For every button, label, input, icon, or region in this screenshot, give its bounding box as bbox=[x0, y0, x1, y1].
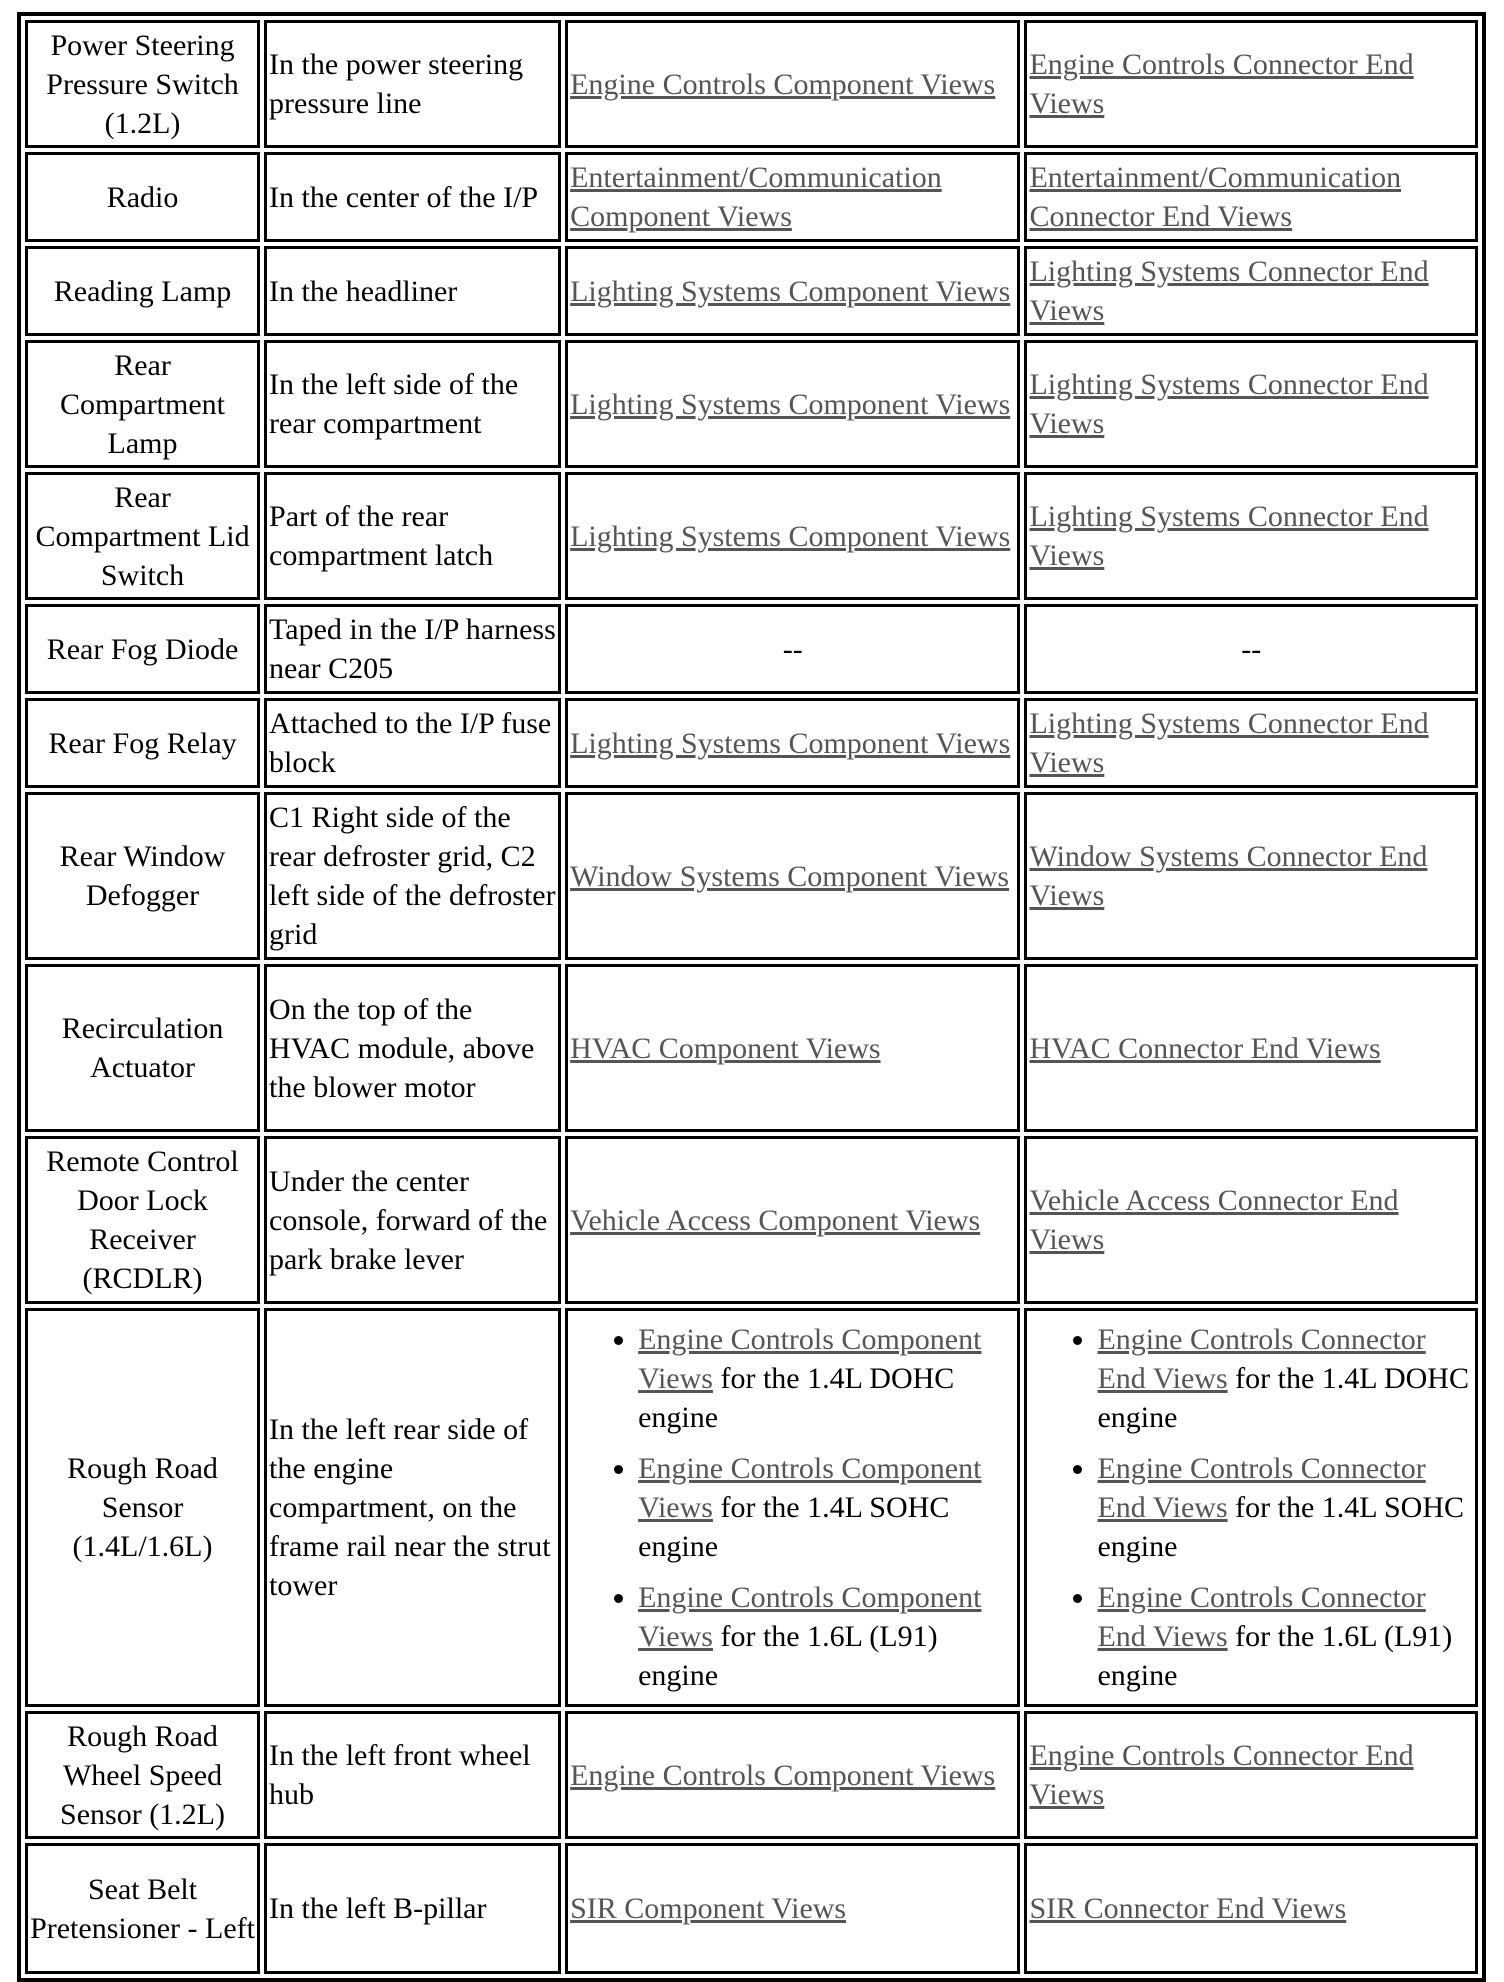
connector-link[interactable]: Engine Controls Connector End Views bbox=[1029, 1739, 1414, 1811]
connector-cell bbox=[1024, 1308, 1478, 1707]
location-text: Taped in the I/P harness near C205 bbox=[269, 613, 556, 685]
location-cell bbox=[264, 20, 561, 148]
location-text: In the left B-pillar bbox=[269, 1892, 487, 1925]
component-cell bbox=[565, 472, 1020, 600]
component-name-cell bbox=[25, 698, 260, 788]
connector-cell bbox=[1024, 340, 1478, 468]
component-link[interactable]: Lighting Systems Component Views bbox=[570, 726, 1011, 760]
component-name-cell bbox=[25, 1711, 260, 1839]
location-cell bbox=[264, 340, 561, 468]
list-item bbox=[638, 1320, 1015, 1437]
component-cell bbox=[565, 246, 1020, 336]
connector-cell bbox=[1024, 152, 1478, 242]
component-link[interactable]: Engine Controls Component Views bbox=[638, 1581, 982, 1653]
link-suffix: for the 1.4L SOHC engine bbox=[1097, 1491, 1464, 1563]
location-cell bbox=[264, 792, 561, 960]
location-text: In the left rear side of the engine compartment, on the frame rail near the strut tower bbox=[269, 1413, 551, 1602]
component-link[interactable]: Engine Controls Component Views bbox=[570, 67, 996, 101]
connector-link[interactable]: Lighting Systems Connector End Views bbox=[1029, 255, 1429, 327]
list-item bbox=[1097, 1320, 1473, 1437]
component-name-cell bbox=[25, 604, 260, 694]
component-link[interactable]: Lighting Systems Component Views bbox=[570, 274, 1011, 308]
connector-link[interactable]: Engine Controls Connector End Views bbox=[1097, 1581, 1426, 1653]
component-name: Rear Compartment Lid Switch bbox=[35, 480, 250, 592]
component-name: Rough Road Sensor (1.4L/1.6L) bbox=[67, 1452, 218, 1563]
location-text: On the top of the HVAC module, above the blower motor bbox=[269, 992, 535, 1104]
connector-cell bbox=[1024, 604, 1478, 694]
component-cell bbox=[565, 1308, 1020, 1707]
connector-link[interactable]: Lighting Systems Connector End Views bbox=[1029, 368, 1429, 440]
component-empty: -- bbox=[782, 632, 803, 666]
location-cell bbox=[264, 246, 561, 336]
table-row bbox=[25, 1711, 1478, 1839]
component-name: Recirculation Actuator bbox=[61, 1012, 224, 1084]
table-row bbox=[25, 246, 1478, 336]
component-name: Rear Window Defogger bbox=[59, 840, 226, 912]
table-body bbox=[25, 20, 1478, 1974]
connector-cell bbox=[1024, 792, 1478, 960]
component-link[interactable]: Lighting Systems Component Views bbox=[570, 519, 1011, 553]
connector-link[interactable]: HVAC Connector End Views bbox=[1029, 1031, 1381, 1065]
component-link[interactable]: Engine Controls Component Views bbox=[638, 1452, 982, 1524]
component-name-cell bbox=[25, 20, 260, 148]
component-name: Rough Road Wheel Speed Sensor (1.2L) bbox=[60, 1719, 226, 1831]
location-text: In the power steering pressure line bbox=[269, 48, 524, 120]
component-name: Rear Compartment Lamp bbox=[60, 348, 226, 460]
list-item bbox=[638, 1449, 1015, 1566]
component-name: Rear Fog Diode bbox=[46, 632, 239, 666]
component-name: Remote Control Door Lock Receiver (RCDLR) bbox=[46, 1145, 239, 1295]
component-cell bbox=[565, 792, 1020, 960]
location-cell bbox=[264, 698, 561, 788]
connector-link[interactable]: Engine Controls Connector End Views bbox=[1097, 1452, 1426, 1524]
location-cell bbox=[264, 1711, 561, 1839]
link-suffix: for the 1.4L DOHC engine bbox=[1097, 1362, 1469, 1434]
location-cell bbox=[264, 1136, 561, 1304]
connector-link[interactable]: Entertainment/Communication Connector End Views bbox=[1029, 161, 1402, 233]
link-suffix: for the 1.6L (L91) engine bbox=[1097, 1620, 1453, 1692]
connector-cell bbox=[1024, 964, 1478, 1132]
table-row bbox=[25, 20, 1478, 148]
component-cell bbox=[565, 1136, 1020, 1304]
location-text: C1 Right side of the rear defroster grid, C2 left side of the defroster grid bbox=[269, 801, 556, 951]
link-suffix: for the 1.4L SOHC engine bbox=[638, 1491, 950, 1563]
location-text: Attached to the I/P fuse block bbox=[269, 707, 552, 779]
component-cell bbox=[565, 340, 1020, 468]
component-name-cell bbox=[25, 340, 260, 468]
connector-link[interactable]: Engine Controls Connector End Views bbox=[1097, 1323, 1426, 1395]
component-link[interactable]: Lighting Systems Component Views bbox=[570, 387, 1011, 421]
connector-cell bbox=[1024, 698, 1478, 788]
location-cell bbox=[264, 1843, 561, 1974]
component-name: Rear Fog Relay bbox=[48, 726, 237, 760]
component-link[interactable]: Entertainment/Communication Component Views bbox=[570, 161, 942, 233]
connector-link[interactable]: Lighting Systems Connector End Views bbox=[1029, 707, 1429, 779]
table-row bbox=[25, 964, 1478, 1132]
connector-link[interactable]: SIR Connector End Views bbox=[1029, 1892, 1347, 1925]
table-row bbox=[25, 1843, 1478, 1974]
location-text: Part of the rear compartment latch bbox=[269, 500, 494, 572]
link-suffix: for the 1.6L (L91) engine bbox=[638, 1620, 938, 1692]
location-cell bbox=[264, 604, 561, 694]
connector-cell bbox=[1024, 1136, 1478, 1304]
connector-cell bbox=[1024, 1711, 1478, 1839]
list-item bbox=[638, 1578, 1015, 1695]
table-row bbox=[25, 1308, 1478, 1707]
location-text: In the headliner bbox=[269, 274, 458, 308]
component-link[interactable]: HVAC Component Views bbox=[570, 1031, 881, 1065]
component-name-cell bbox=[25, 964, 260, 1132]
component-cell bbox=[565, 698, 1020, 788]
component-name: Power Steering Pressure Switch (1.2L) bbox=[46, 28, 239, 140]
component-name-cell bbox=[25, 472, 260, 600]
component-cell bbox=[565, 1711, 1020, 1839]
table-row bbox=[25, 1136, 1478, 1304]
component-name: Seat Belt Pretensioner - Left bbox=[30, 1872, 255, 1945]
table-row bbox=[25, 152, 1478, 242]
component-name-cell bbox=[25, 246, 260, 336]
connector-link[interactable]: Engine Controls Connector End Views bbox=[1029, 48, 1414, 120]
connector-cell bbox=[1024, 246, 1478, 336]
component-name-cell bbox=[25, 152, 260, 242]
table-row bbox=[25, 698, 1478, 788]
component-name-cell bbox=[25, 792, 260, 960]
location-text: In the center of the I/P bbox=[269, 180, 539, 214]
component-locator-table bbox=[17, 12, 1486, 1982]
component-link[interactable]: Engine Controls Component Views bbox=[570, 1758, 996, 1792]
location-text: Under the center console, forward of the park brake lever bbox=[269, 1164, 548, 1276]
location-cell bbox=[264, 472, 561, 600]
component-name-cell bbox=[25, 1136, 260, 1304]
connector-empty: -- bbox=[1241, 632, 1262, 666]
connector-cell bbox=[1024, 472, 1478, 600]
location-cell bbox=[264, 1308, 561, 1707]
connector-cell bbox=[1024, 1843, 1478, 1974]
component-cell bbox=[565, 20, 1020, 148]
list-item bbox=[1097, 1578, 1473, 1695]
component-link[interactable]: SIR Component Views bbox=[570, 1892, 847, 1925]
component-link[interactable]: Window Systems Component Views bbox=[570, 859, 1010, 893]
connector-link[interactable]: Window Systems Connector End Views bbox=[1029, 840, 1428, 912]
component-name-cell bbox=[25, 1308, 260, 1707]
component-name: Radio bbox=[106, 180, 179, 214]
component-cell bbox=[565, 964, 1020, 1132]
component-link[interactable]: Vehicle Access Component Views bbox=[570, 1203, 981, 1237]
table-row bbox=[25, 604, 1478, 694]
location-cell bbox=[264, 964, 561, 1132]
connector-link[interactable]: Lighting Systems Connector End Views bbox=[1029, 500, 1429, 572]
component-cell bbox=[565, 1843, 1020, 1974]
table-row bbox=[25, 472, 1478, 600]
location-text: In the left front wheel hub bbox=[269, 1739, 531, 1811]
location-text: In the left side of the rear compartment bbox=[269, 368, 519, 440]
list-item bbox=[1097, 1449, 1473, 1566]
connector-link[interactable]: Vehicle Access Connector End Views bbox=[1029, 1184, 1399, 1256]
connector-list bbox=[1029, 1320, 1473, 1695]
link-suffix: for the 1.4L DOHC engine bbox=[638, 1362, 955, 1434]
component-link[interactable]: Engine Controls Component Views bbox=[638, 1323, 982, 1395]
location-cell bbox=[264, 152, 561, 242]
component-name-cell bbox=[25, 1843, 260, 1974]
table-row bbox=[25, 792, 1478, 960]
component-cell bbox=[565, 604, 1020, 694]
component-list bbox=[570, 1320, 1015, 1695]
connector-cell bbox=[1024, 20, 1478, 148]
component-cell bbox=[565, 152, 1020, 242]
table-row bbox=[25, 340, 1478, 468]
component-name: Reading Lamp bbox=[53, 274, 232, 308]
